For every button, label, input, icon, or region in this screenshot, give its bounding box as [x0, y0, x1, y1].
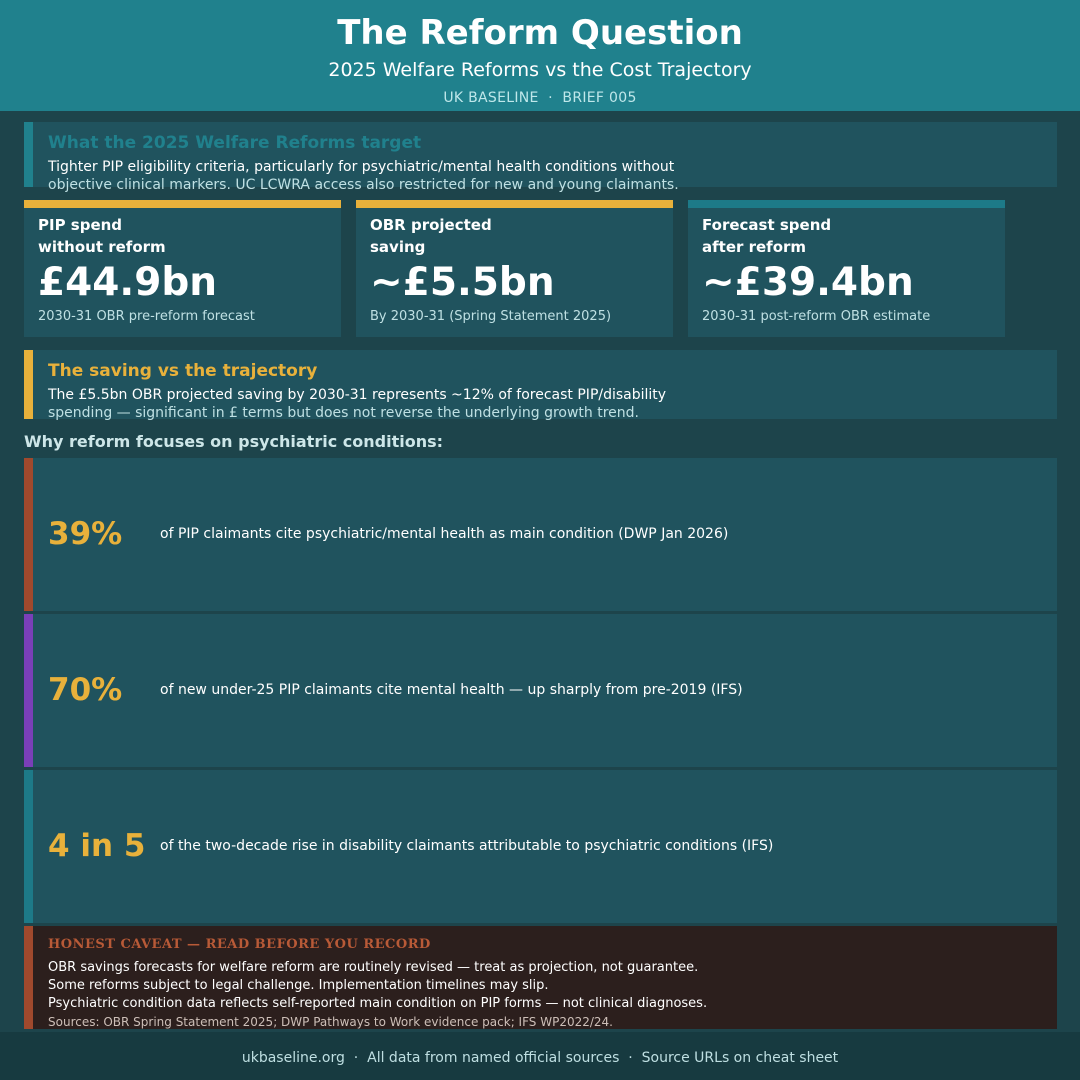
- header: [0, 0, 1080, 111]
- honest-caveat-panel: [24, 926, 1057, 1029]
- accent-bar: [24, 200, 341, 208]
- description-line: Tighter PIP eligibility criteria, particularly for psychiatric/mental health conditions without: [48, 159, 675, 175]
- stat-value: ~£39.4bn: [702, 260, 914, 305]
- saving-description: [48, 386, 666, 422]
- accent-bar: [24, 458, 33, 611]
- fact-value: 4 in 5: [48, 828, 146, 864]
- stat-note: 2030-31 OBR pre-reform forecast: [38, 309, 255, 324]
- accent-bar: [688, 200, 1005, 208]
- stat-value: £44.9bn: [38, 260, 218, 305]
- reform-target-description: [48, 158, 679, 194]
- fact-row: [24, 614, 1057, 767]
- fact-value: 70%: [48, 672, 123, 708]
- page-subtitle: 2025 Welfare Reforms vs the Cost Trajectory: [328, 59, 752, 81]
- caveat-text: [48, 959, 707, 1031]
- footer: [0, 1032, 1080, 1080]
- stat-label: Forecast spend after reform: [702, 216, 832, 256]
- description-line: spending — significant in £ terms but does not reverse the underlying growth trend.: [48, 405, 639, 421]
- stat-card-forecast-spend: [688, 200, 1005, 337]
- stat-value: ~£5.5bn: [370, 260, 555, 305]
- caveat-line: Psychiatric condition data reflects self-reported main condition on PIP forms — not clinical diagnoses.: [48, 996, 708, 1011]
- caveat-line: OBR savings forecasts for welfare reform are routinely revised — treat as projection, not guarantee.: [48, 960, 699, 975]
- accent-bar: [24, 350, 33, 419]
- fact-row: [24, 770, 1057, 923]
- saving-vs-trajectory-panel: [24, 350, 1057, 419]
- saving-heading: The saving vs the trajectory: [48, 361, 318, 381]
- brand-tagline: UK BASELINE · BRIEF 005: [443, 90, 637, 106]
- stat-note: By 2030-31 (Spring Statement 2025): [370, 309, 612, 324]
- footer-text: ukbaseline.org · All data from named official sources · Source URLs on cheat sheet: [241, 1050, 839, 1066]
- fact-row: [24, 458, 1057, 611]
- caveat-line: Some reforms subject to legal challenge. Implementation timelines may slip.: [48, 978, 549, 993]
- stat-card-obr-saving: [356, 200, 673, 337]
- accent-bar: [24, 122, 33, 187]
- stat-label: OBR projected saving: [370, 216, 492, 256]
- stat-note: 2030-31 post-reform OBR estimate: [702, 309, 931, 324]
- caveat-heading: HONEST CAVEAT — READ BEFORE YOU RECORD: [48, 937, 431, 952]
- accent-bar: [356, 200, 673, 208]
- description-line: The £5.5bn OBR projected saving by 2030-31 represents ~12% of forecast PIP/disability: [48, 387, 667, 403]
- why-reform-heading: Why reform focuses on psychiatric conditions:: [24, 432, 443, 451]
- fact-value: 39%: [48, 516, 123, 552]
- reform-target-heading: What the 2025 Welfare Reforms target: [48, 133, 422, 153]
- fact-text: of new under-25 PIP claimants cite mental health — up sharply from pre-2019 (IFS): [160, 682, 743, 698]
- description-line: objective clinical markers. UC LCWRA access also restricted for new and young claimants.: [48, 177, 679, 193]
- sources-line: Sources: OBR Spring Statement 2025; DWP Pathways to Work evidence pack; IFS WP2022/24.: [48, 1015, 613, 1029]
- page-title: The Reform Question: [337, 13, 743, 53]
- stat-card-pip-spend: [24, 200, 341, 337]
- accent-bar: [24, 926, 33, 1029]
- accent-bar: [24, 770, 33, 923]
- fact-text: of PIP claimants cite psychiatric/mental health as main condition (DWP Jan 2026): [160, 526, 729, 542]
- fact-text: of the two-decade rise in disability claimants attributable to psychiatric conditions (IFS): [160, 838, 774, 854]
- accent-bar: [24, 614, 33, 767]
- stat-label: PIP spend without reform: [38, 216, 166, 256]
- reform-target-panel: [24, 122, 1057, 193]
